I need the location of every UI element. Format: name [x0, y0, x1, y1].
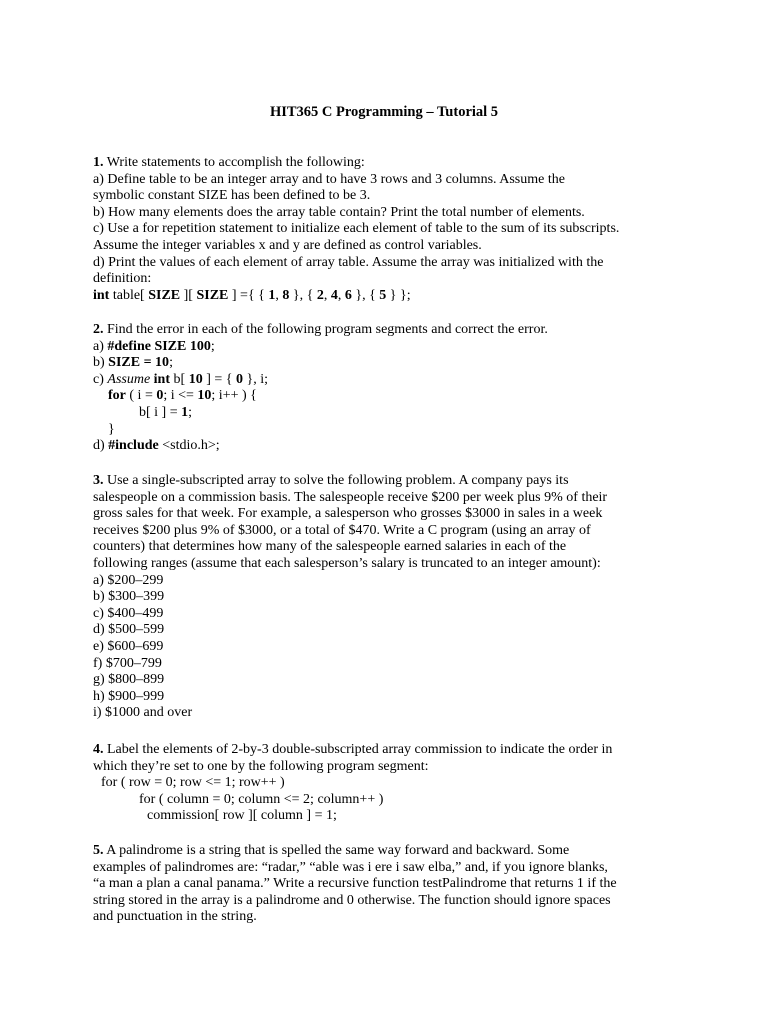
- q3-text-line: counters) that determines how many of the salespeople earned salaries in each of the: [93, 539, 567, 555]
- q2-code-body: b[ i ] = 1;: [139, 404, 192, 420]
- q2-part-a: a) #define SIZE 100;: [93, 338, 215, 354]
- q3-range-item: c) $400–499: [93, 605, 164, 621]
- q3-range-item: e) $600–699: [93, 638, 164, 654]
- q1-part-c: c) Use a for repetition statement to initialize each element of table to the sum of its subscripts.: [93, 221, 620, 237]
- q3-range-item: b) $300–399: [93, 589, 165, 605]
- q3-number: 3.: [93, 473, 104, 488]
- q3-range-item: i) $1000 and over: [93, 705, 193, 721]
- q4-number: 4.: [93, 742, 104, 757]
- q5-text-line: examples of palindromes are: “radar,” “able was i ere i saw elba,” and, if you ignore blanks,: [93, 859, 608, 875]
- q3-text-line: salespeople on a commission basis. The salespeople receive $200 per week plus 9% of their: [93, 489, 608, 505]
- q5-text-line: 5. A palindrome is a string that is spelled the same way forward and backward. Some: [93, 843, 570, 858]
- q4-text-line: which they’re set to one by the following program segment:: [93, 758, 429, 774]
- q2-intro: 2. Find the error in each of the following program segments and correct the error.: [93, 322, 548, 337]
- q5-number: 5.: [93, 843, 104, 858]
- q1-part-c-cont: Assume the integer variables x and y are defined as control variables.: [93, 237, 482, 253]
- q2-code-for: for ( i = 0; i <= 10; i++ ) {: [108, 388, 257, 404]
- q1-code-definition: int table[ SIZE ][ SIZE ] ={ { 1, 8 }, { 2, 4, 6 }, { 5 } };: [93, 287, 411, 303]
- question-3: [93, 473, 693, 722]
- q5-text-line: “a man a plan a canal panama.” Write a recursive function testPalindrome that returns 1 if the: [93, 876, 617, 892]
- q1-part-a-cont: symbolic constant SIZE has been defined to be 3.: [93, 188, 371, 204]
- q1-intro: 1. Write statements to accomplish the following:: [93, 155, 365, 170]
- q3-range-item: g) $800–899: [93, 672, 165, 688]
- question-2: [93, 322, 693, 455]
- q5-text-line: and punctuation in the string.: [93, 909, 257, 925]
- q1-part-b: b) How many elements does the array table contain? Print the total number of elements.: [93, 204, 585, 220]
- q3-range-item: a) $200–299: [93, 572, 164, 588]
- question-5: [93, 843, 693, 926]
- q2-part-b: b) SIZE = 10;: [93, 355, 173, 371]
- q4-code-inner-loop: for ( column = 0; column <= 2; column++ ): [139, 791, 384, 807]
- question-4: [93, 742, 693, 825]
- q4-code-assign: commission[ row ][ column ] = 1;: [147, 808, 337, 824]
- q3-range-item: d) $500–599: [93, 622, 165, 638]
- question-1: [93, 155, 693, 304]
- q3-range-item: f) $700–799: [93, 655, 162, 671]
- q3-range-item: h) $900–999: [93, 688, 165, 704]
- q4-code-outer-loop: for ( row = 0; row <= 1; row++ ): [101, 775, 285, 791]
- q1-part-a: a) Define table to be an integer array and to have 3 rows and 3 columns. Assume the: [93, 171, 565, 187]
- q3-text-line: following ranges (assume that each salesperson’s salary is truncated to an integer amount):: [93, 555, 601, 571]
- q1-number: 1.: [93, 155, 104, 170]
- q5-text-line: string stored in the array is a palindrome and 0 otherwise. The function should ignore spaces: [93, 892, 611, 908]
- page-title: HIT365 C Programming – Tutorial 5: [269, 104, 499, 120]
- q2-part-d: d) #include <stdio.h>;: [93, 438, 220, 454]
- q3-text-line: receives $200 plus 9% of $3000, or a total of $470. Write a C program (using an array of: [93, 522, 591, 538]
- q2-number: 2.: [93, 322, 104, 337]
- q2-code-close: }: [108, 421, 115, 437]
- q3-text-line: 3. Use a single-subscripted array to solve the following problem. A company pays its: [93, 473, 569, 488]
- q2-part-c: c) Assume int b[ 10 ] = { 0 }, i;: [93, 371, 268, 387]
- q3-text-line: gross sales for that week. For example, a salesperson who grosses $3000 in sales in a week: [93, 506, 603, 522]
- q1-part-d: d) Print the values of each element of array table. Assume the array was initialized with the: [93, 254, 604, 270]
- q4-text-line: 4. Label the elements of 2-by-3 double-subscripted array commission to indicate the order in: [93, 742, 613, 757]
- q1-part-d-cont: definition:: [93, 271, 152, 287]
